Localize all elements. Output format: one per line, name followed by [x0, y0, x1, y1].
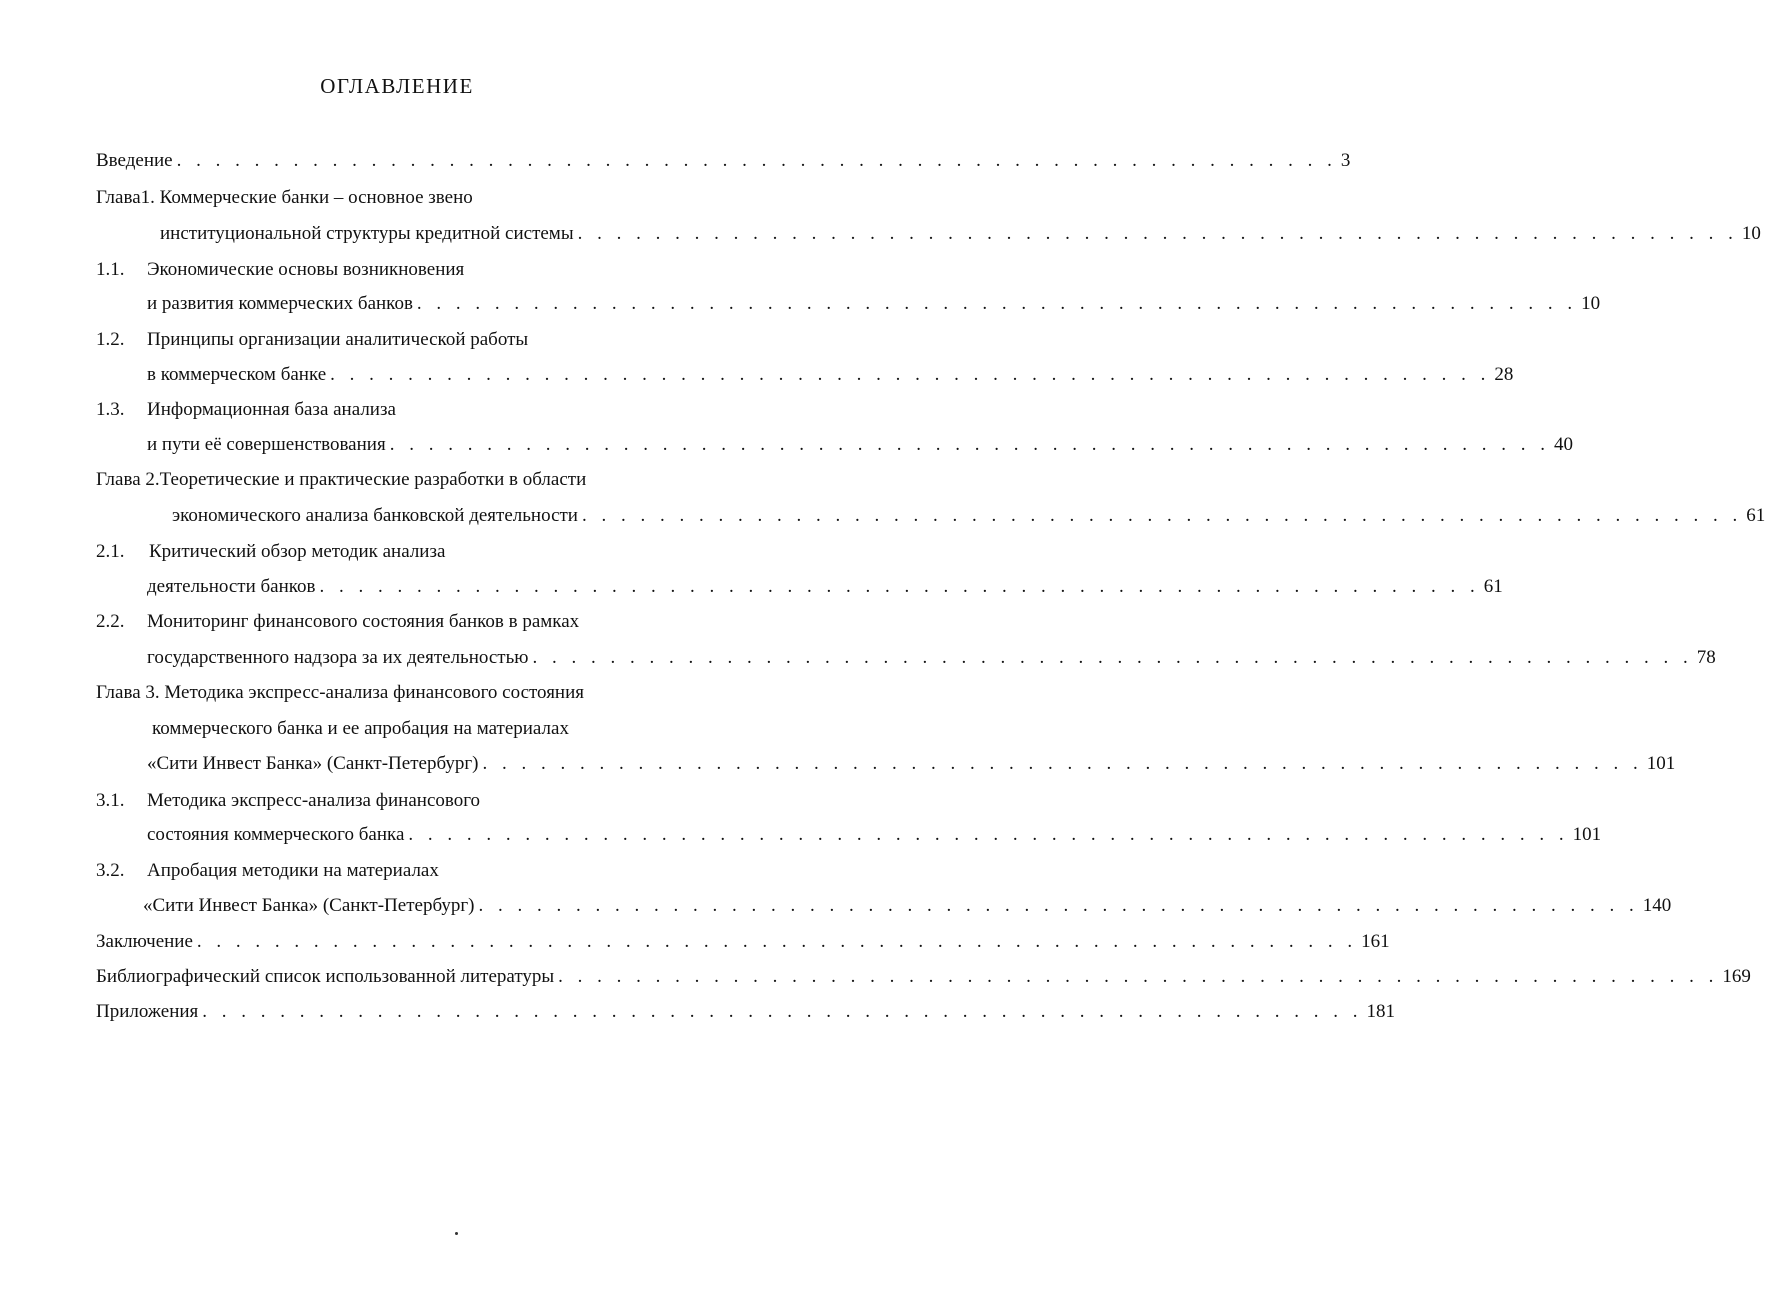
toc-section-1-2: в коммерческом банке . . . . . . . . . . . . . . . . . . . . . . . . . . . . . . . . . . . . . . . . . . . . . . . . . . . . . . . . . . . . 28: [147, 362, 716, 388]
leader-dots: . . . . . . . . . . . . . . . . . . . . . . . . . . . . . . . . . . . . . . . . . . . . . . . . . . . . . . . . . . . .: [558, 966, 1719, 987]
section-number: 1.1.: [96, 259, 125, 280]
page-number: 101: [1646, 753, 1676, 774]
leader-dots: . . . . . . . . . . . . . . . . . . . . . . . . . . . . . . . . . . . . . . . . . . . . . . . . . . . . . . . . . . . .: [416, 293, 1578, 314]
toc-section-1-3: и пути её совершенствования . . . . . . . . . . . . . . . . . . . . . . . . . . . . . . . . . . . . . . . . . . . . . . . . . . . . . . . . . . . . 40: [147, 432, 716, 458]
toc-section-1-1: и развития коммерческих банков . . . . . . . . . . . . . . . . . . . . . . . . . . . . . . . . . . . . . . . . . . . . . . . . . . . . . . . . . . . . 10: [147, 291, 716, 317]
toc-chapter-1-title: Глава1. Коммерческие банки – основное звено: [96, 187, 473, 208]
section-number: 2.1.: [96, 541, 125, 562]
leader-dots: . . . . . . . . . . . . . . . . . . . . . . . . . . . . . . . . . . . . . . . . . . . . . . . . . . . . . . . . . . . .: [581, 505, 1743, 526]
page-title: ОГЛАВЛЕНИЕ: [320, 74, 474, 98]
toc-chapter-2-title: Глава 2.Теоретические и практические разработки в области: [96, 469, 587, 490]
page-number: 61: [1483, 576, 1503, 597]
page-number: 78: [1696, 647, 1716, 668]
toc-section-2-2: государственного надзора за их деятельностью . . . . . . . . . . . . . . . . . . . . . . . . . . . . . . . . . . . . . . . . . . . . . . . . . . . . . . . . . . . . 78: [147, 645, 716, 671]
page-number: 10: [1581, 293, 1601, 314]
leader-dots: . . . . . . . . . . . . . . . . . . . . . . . . . . . . . . . . . . . . . . . . . . . . . . . . . . . . . . . . . . . .: [196, 931, 1358, 952]
toc-section-1-3-title: 1.3. Информационная база анализа: [96, 397, 396, 423]
section-number: 1.3.: [96, 399, 125, 420]
leader-dots: . . . . . . . . . . . . . . . . . . . . . . . . . . . . . . . . . . . . . . . . . . . . . . . . . . . . . . . . . . . .: [408, 824, 1569, 845]
scan-speck: [455, 1232, 458, 1235]
toc-section-2-2-title: 2.2. Мониторинг финансового состояния банков в рамках: [96, 609, 579, 635]
leader-dots: . . . . . . . . . . . . . . . . . . . . . . . . . . . . . . . . . . . . . . . . . . . . . . . . . . . . . . . . . . . .: [478, 895, 1639, 916]
leader-dots: . . . . . . . . . . . . . . . . . . . . . . . . . . . . . . . . . . . . . . . . . . . . . . . . . . . . . . . . . . . .: [389, 434, 1550, 455]
toc-section-2-1: деятельности банков . . . . . . . . . . . . . . . . . . . . . . . . . . . . . . . . . . . . . . . . . . . . . . . . . . . . . . . . . . . . 61: [147, 574, 716, 600]
toc-section-1-2-title: 1.2. Принципы организации аналитической работы: [96, 327, 528, 353]
toc-section-3-1: состояния коммерческого банка . . . . . . . . . . . . . . . . . . . . . . . . . . . . . . . . . . . . . . . . . . . . . . . . . . . . . . . . . . . . 101: [147, 822, 716, 848]
page-number: 40: [1553, 434, 1573, 455]
section-number: 2.2.: [96, 611, 125, 632]
leader-dots: . . . . . . . . . . . . . . . . . . . . . . . . . . . . . . . . . . . . . . . . . . . . . . . . . . . . . . . . . . . .: [577, 223, 1738, 244]
toc-entry-bibliography: Библиографический список использованной литературы . . . . . . . . . . . . . . . . . . . . . . . . . . . . . . . . . . . . . . . . . . . . . . . . . . . . . . . . . . . . 169: [96, 964, 716, 990]
toc-entry-introduction: Введение . . . . . . . . . . . . . . . . . . . . . . . . . . . . . . . . . . . . . . . . . . . . . . . . . . . . . . . . . . . . 3: [96, 148, 716, 174]
toc-entry-conclusion: Заключение . . . . . . . . . . . . . . . . . . . . . . . . . . . . . . . . . . . . . . . . . . . . . . . . . . . . . . . . . . . . 161: [96, 929, 716, 955]
page-number: 10: [1741, 223, 1761, 244]
toc-section-1-1-title: 1.1. Экономические основы возникновения: [96, 257, 464, 283]
toc-section-3-2-title: 3.2. Апробация методики на материалах: [96, 858, 439, 884]
toc-chapter-1: институциональной структуры кредитной системы . . . . . . . . . . . . . . . . . . . . . . . . . . . . . . . . . . . . . . . . . . . . . . . . . . . . . . . . . . . . 10: [160, 221, 716, 247]
page-number: 169: [1722, 966, 1751, 987]
leader-dots: . . . . . . . . . . . . . . . . . . . . . . . . . . . . . . . . . . . . . . . . . . . . . . . . . . . . . . . . . . . .: [202, 1001, 1363, 1022]
toc-section-3-1-title: 3.1. Методика экспресс-анализа финансового: [96, 788, 480, 814]
page-number: 3: [1340, 150, 1351, 171]
leader-dots: . . . . . . . . . . . . . . . . . . . . . . . . . . . . . . . . . . . . . . . . . . . . . . . . . . . . . . . . . . . .: [319, 576, 1480, 597]
leader-dots: . . . . . . . . . . . . . . . . . . . . . . . . . . . . . . . . . . . . . . . . . . . . . . . . . . . . . . . . . . . .: [330, 364, 1491, 385]
page-number: 181: [1366, 1001, 1396, 1022]
leader-dots: . . . . . . . . . . . . . . . . . . . . . . . . . . . . . . . . . . . . . . . . . . . . . . . . . . . . . . . . . . . .: [532, 647, 1693, 668]
page-number: 101: [1572, 824, 1602, 845]
page-number: 161: [1361, 931, 1390, 952]
page-number: 28: [1494, 364, 1514, 385]
toc-chapter-2: экономического анализа банковской деятельности . . . . . . . . . . . . . . . . . . . . . . . . . . . . . . . . . . . . . . . . . . . . . . . . . . . . . . . . . . . . 61: [172, 503, 716, 529]
leader-dots: . . . . . . . . . . . . . . . . . . . . . . . . . . . . . . . . . . . . . . . . . . . . . . . . . . . . . . . . . . . .: [176, 150, 1337, 171]
toc-chapter-3-title: Глава 3. Методика экспресс-анализа финансового состояния: [96, 682, 585, 703]
section-number: 1.2.: [96, 329, 125, 350]
page-number: 61: [1746, 505, 1765, 526]
page-number: 140: [1642, 895, 1672, 916]
toc-entry-appendices: Приложения . . . . . . . . . . . . . . . . . . . . . . . . . . . . . . . . . . . . . . . . . . . . . . . . . . . . . . . . . . . . 181: [96, 999, 716, 1025]
section-number: 3.1.: [96, 790, 125, 811]
leader-dots: . . . . . . . . . . . . . . . . . . . . . . . . . . . . . . . . . . . . . . . . . . . . . . . . . . . . . . . . . . . .: [482, 753, 1643, 774]
toc-section-3-2: «Сити Инвест Банка» (Санкт-Петербург) . . . . . . . . . . . . . . . . . . . . . . . . . . . . . . . . . . . . . . . . . . . . . . . . . . . . . . . . . . . . 140: [143, 893, 716, 919]
section-number: 3.2.: [96, 860, 125, 881]
toc-chapter-3: «Сити Инвест Банка» (Санкт-Петербург) . . . . . . . . . . . . . . . . . . . . . . . . . . . . . . . . . . . . . . . . . . . . . . . . . . . . . . . . . . . . 101: [147, 751, 716, 777]
toc-chapter-3-title-cont: коммерческого банка и ее апробация на материалах: [152, 718, 569, 739]
toc-section-2-1-title: 2.1. Критический обзор методик анализа: [96, 539, 445, 565]
